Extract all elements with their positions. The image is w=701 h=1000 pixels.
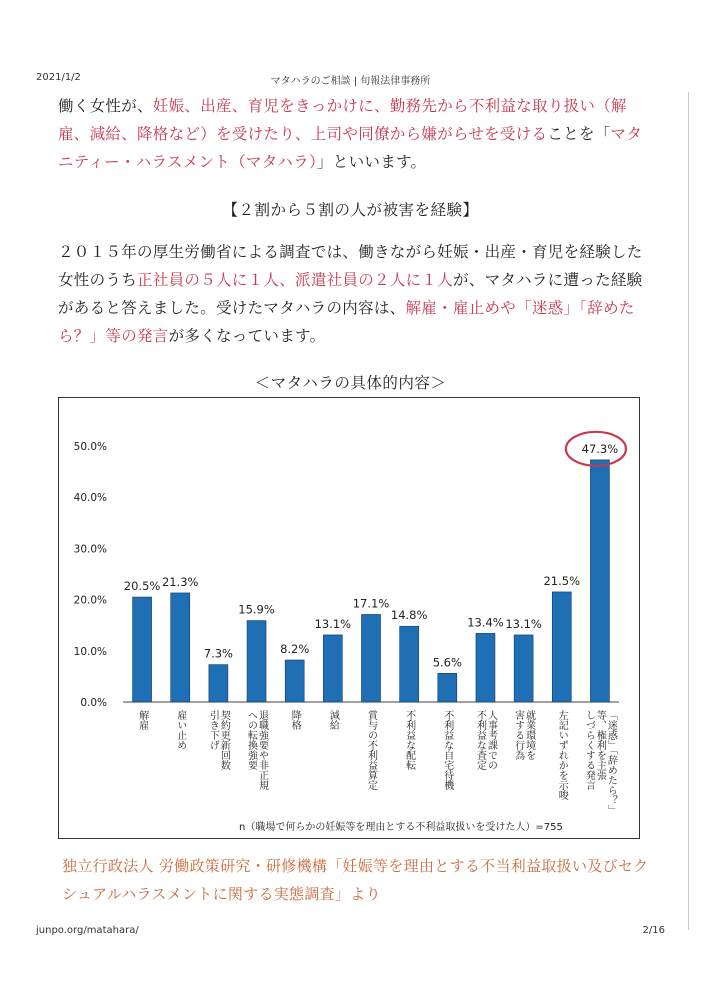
survey-text-3: が多くなっています。: [168, 327, 326, 345]
sample-size-note: n（職場で何らかの妊娠等を理由とする不利益取扱いを受けた人）=755: [239, 822, 563, 833]
category-label: しづらくする発言: [583, 710, 595, 790]
bar: [590, 460, 609, 702]
y-tick-label: 0.0%: [80, 697, 107, 709]
category-label: 引き下げ: [207, 710, 219, 750]
survey-paragraph: [58, 238, 648, 350]
data-label: 13.1%: [314, 616, 352, 631]
category-label: 人事考課での: [485, 710, 497, 770]
section-heading: 【２割から５割の人が被害を経験】: [222, 201, 479, 219]
y-tick-label: 30.0%: [73, 543, 107, 556]
intro-highlight-1: 妊娠、出産、育児をきっかけに、勤務先から不利益な取り扱い（解雇、減給、降格など）を受けたり、上司や同僚から嫌がらせを受ける: [58, 97, 627, 143]
bar-chart: [58, 397, 640, 839]
data-label: 8.2%: [280, 642, 310, 657]
bar: [514, 635, 533, 702]
source-citation: 独立行政法人 労働政策研究・研修機構「妊娠等を理由とする不当利益取扱い及びセクシュアルハラスメントに関する実態調査」より: [62, 857, 649, 903]
data-label: 17.1%: [352, 596, 390, 611]
category-label: 解雇: [136, 710, 148, 730]
survey-text-1: ２０１５年の厚生労働省による調査では、働きながら妊娠・出産・育児を経験した女性のうち: [58, 243, 643, 289]
survey-highlight-2: 解雇・雇止めや「迷惑」「辞めたら？」等の発言: [58, 299, 635, 345]
chart-svg: [59, 398, 641, 840]
category-label: 不利益な査定: [474, 710, 486, 770]
chart-heading: ＜マタハラの具体的内容＞: [254, 374, 447, 392]
category-label: 降格: [289, 710, 301, 730]
bar: [285, 660, 304, 702]
y-tick-label: 50.0%: [73, 441, 107, 453]
category-label: 減給: [327, 710, 339, 730]
bar: [171, 593, 190, 702]
survey-text-2: が、マタハラに遭った経験があると答えました。受けたマタハラの内容は、: [58, 271, 643, 317]
y-tick-label: 10.0%: [73, 645, 107, 658]
category-label: 害する行為: [512, 710, 524, 760]
category-label: 契約更新回数: [218, 710, 230, 770]
category-label: 等、権利を主張: [594, 710, 606, 780]
intro-text-3: 」といいます。: [317, 153, 427, 171]
category-label: 左記いずれかを示唆: [556, 710, 568, 800]
print-date: 2021/1/2: [36, 72, 81, 83]
intro-text-1: 働く女性が、: [58, 97, 153, 115]
intro-text-2: ことを「: [547, 125, 611, 143]
survey-highlight-1: 正社員の５人に１人、派遣社員の２人に１人: [137, 271, 454, 289]
category-label: 退職強要や非正規: [256, 710, 268, 790]
data-label: 47.3%: [581, 441, 619, 456]
y-tick-label: 40.0%: [73, 492, 107, 505]
bar: [552, 592, 571, 702]
category-label: 雇い止め: [174, 710, 186, 750]
data-label: 21.3%: [161, 574, 199, 589]
data-label: 21.5%: [543, 573, 581, 588]
category-label: 「迷惑」「辞めたら？」: [605, 710, 617, 815]
category-label: 不利益な配転: [403, 710, 415, 770]
print-url: junpo.org/matahara/: [36, 925, 139, 936]
bar: [400, 626, 419, 702]
bar: [476, 633, 495, 702]
data-label: 14.8%: [390, 608, 428, 623]
data-label: 5.6%: [432, 655, 462, 670]
data-label: 20.5%: [123, 579, 161, 594]
print-page-number: 2/16: [642, 925, 665, 936]
y-tick-label: 20.0%: [73, 594, 107, 607]
data-label: 13.4%: [467, 615, 504, 630]
bar: [247, 621, 266, 702]
category-label: 不利益な自宅待機: [441, 710, 453, 790]
category-label: 就業環境を: [523, 710, 535, 760]
data-label: 7.3%: [203, 646, 233, 661]
bar: [209, 665, 228, 702]
print-page-title: マタハラのご相談 | 旬報法律事務所: [270, 76, 431, 87]
category-label: への転換強要: [245, 710, 257, 770]
category-label: 賞与の不利益算定: [365, 710, 377, 790]
intro-paragraph: [58, 92, 648, 176]
bar: [133, 597, 152, 702]
bar: [362, 614, 381, 702]
data-label: 15.9%: [238, 602, 275, 617]
intro-highlight-2: マタニティー・ハラスメント（マタハラ）: [58, 125, 643, 171]
data-label: 13.1%: [505, 616, 542, 631]
bar: [323, 635, 342, 702]
bar: [438, 673, 457, 702]
